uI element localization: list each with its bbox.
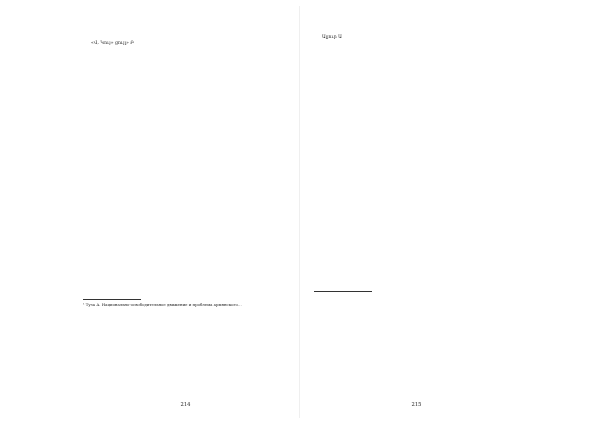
page-number: 214 [180, 402, 191, 408]
paragraph [83, 28, 288, 34]
page-gutter [299, 6, 300, 418]
footnote [83, 312, 288, 317]
right-page [314, 8, 519, 416]
paragraph [83, 21, 288, 27]
footnote-rule [83, 299, 141, 300]
right-page-footnotes [314, 294, 519, 309]
paragraph: Ալյուր Ա [322, 34, 342, 40]
right-page-body [314, 8, 519, 287]
left-page-footnotes [83, 302, 288, 317]
paragraph [314, 8, 519, 14]
left-page [83, 8, 288, 416]
paragraph [83, 8, 288, 14]
page-number: 215 [411, 402, 422, 408]
paragraph [83, 35, 288, 41]
footnote: ¹ Туза А. Национально-освободительное движение и проблема армянского… [83, 302, 242, 307]
left-page-body [83, 8, 288, 295]
paragraph [314, 21, 519, 27]
paragraph [83, 15, 288, 21]
footnote [314, 304, 519, 309]
paragraph [314, 28, 519, 34]
paragraph: «Վ. Կույ» ցույլ» Բ [91, 41, 134, 47]
footnote-rule [314, 291, 372, 292]
paragraph [314, 15, 519, 21]
